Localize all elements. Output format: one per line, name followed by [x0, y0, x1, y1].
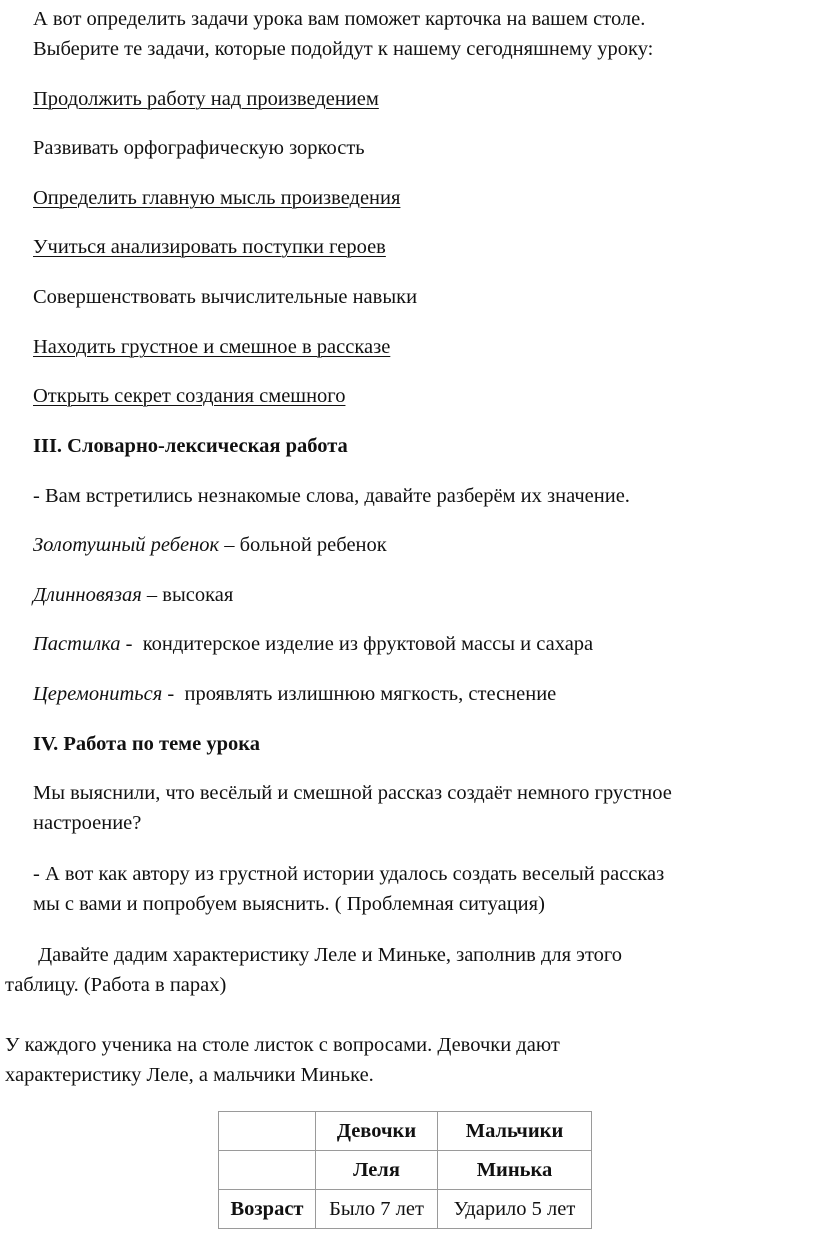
term-word: Длинновязая: [33, 584, 142, 606]
table-header-cell: Девочки: [316, 1112, 438, 1151]
vocab-term: [33, 630, 593, 658]
table-row-label: Возраст: [219, 1190, 316, 1229]
table-header-cell: Леля: [316, 1151, 438, 1190]
term-definition: проявлять излишнюю мягкость, стеснение: [184, 683, 557, 705]
table-cell: Было 7 лет: [316, 1190, 438, 1229]
task-item: Определить главную мысль произведения: [33, 187, 401, 209]
task-item: Открыть секрет создания смешного: [33, 385, 346, 407]
table-cell: Ударило 5 лет: [438, 1190, 592, 1229]
paragraph-line: таблицу. (Работа в парах): [5, 974, 227, 996]
term-word: Церемониться: [33, 683, 163, 705]
character-table: [218, 1111, 592, 1229]
table-header-cell: Минька: [438, 1151, 592, 1190]
table-row: [219, 1151, 592, 1190]
intro-line-2: Выберите те задачи, которые подойдут к нашему сегодняшнему уроку:: [33, 38, 654, 60]
paragraph-line: настроение?: [33, 812, 142, 834]
table-cell: [219, 1112, 316, 1151]
vocab-term: [33, 531, 387, 559]
term-definition: кондитерское изделие из фруктовой массы и сахара: [142, 633, 594, 655]
task-item: Продолжить работу над произведением: [33, 88, 379, 110]
term-separator: -: [120, 633, 143, 655]
task-item: Развивать орфографическую зоркость: [33, 137, 365, 159]
paragraph-line: - А вот как автору из грустной истории удалось создать веселый рассказ: [33, 863, 665, 885]
term-definition: высокая: [162, 584, 234, 606]
table-header-cell: Мальчики: [438, 1112, 592, 1151]
vocab-lead: - Вам встретились незнакомые слова, давайте разберём их значение.: [33, 485, 630, 507]
table-row: [219, 1112, 592, 1151]
paragraph-line: У каждого ученика на столе листок с вопросами. Девочки дают: [5, 1034, 560, 1056]
vocab-term: [33, 581, 233, 609]
task-item: Учиться анализировать поступки героев: [33, 236, 386, 258]
term-word: Пастилка: [33, 633, 121, 655]
table-cell: [219, 1151, 316, 1190]
term-definition: больной ребенок: [239, 534, 387, 556]
section-heading-4: IV. Работа по теме урока: [33, 733, 261, 755]
paragraph-line: мы с вами и попробуем выяснить. ( Проблемная ситуация): [33, 893, 545, 915]
section-heading-3: III. Словарно-лексическая работа: [33, 435, 348, 457]
term-word: Золотушный ребенок: [33, 534, 220, 556]
paragraph-line: Мы выяснили, что весёлый и смешной рассказ создаёт немного грустное: [33, 782, 672, 804]
task-item: Совершенствовать вычислительные навыки: [33, 286, 418, 308]
term-separator: –: [141, 584, 163, 606]
task-item: Находить грустное и смешное в рассказе: [33, 336, 391, 358]
term-separator: –: [219, 534, 240, 556]
table-row: [219, 1190, 592, 1229]
paragraph-line: характеристику Леле, а мальчики Миньке.: [5, 1064, 374, 1086]
paragraph-line: Давайте дадим характеристику Леле и Миньке, заполнив для этого: [33, 944, 623, 966]
intro-line-1: А вот определить задачи урока вам поможет карточка на вашем столе.: [33, 8, 646, 30]
term-separator: -: [162, 683, 185, 705]
vocab-term: [33, 680, 556, 708]
